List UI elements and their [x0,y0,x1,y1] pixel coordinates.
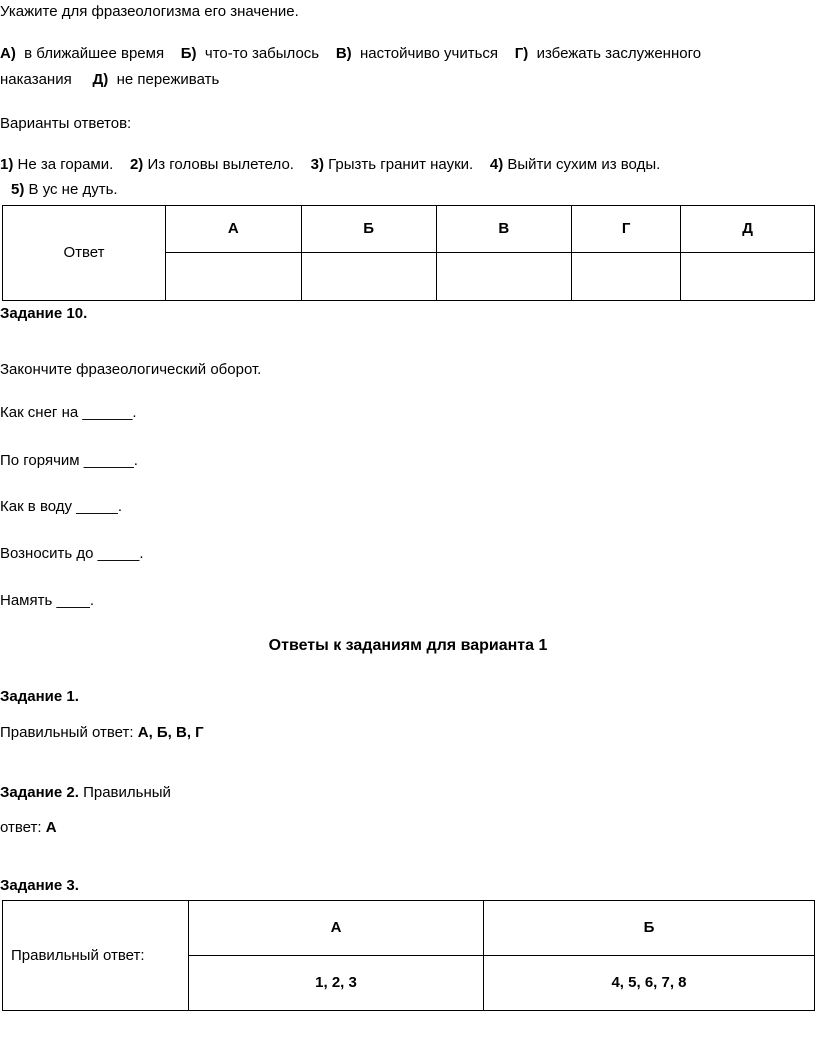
task3-col-a: А [189,901,484,956]
meaning-d-text: не переживать [116,71,220,88]
task3-answer-table [2,900,815,1011]
answer-cell-g[interactable] [572,253,681,301]
option-1-num: 1) [0,156,14,173]
answer-task1-label: Правильный ответ: [0,724,134,741]
task3-value-b: 4, 5, 6, 7, 8 [484,956,815,1011]
option-5-num: 5) [11,181,25,198]
task3-row-label: Правильный ответ: [3,901,189,1011]
option-1-text: Не за горами. [17,156,114,173]
task10-line-3: Как в воду _____. [0,498,123,515]
answer-task1-line [0,724,204,742]
meaning-v-text: настойчиво учиться [359,45,499,62]
answer-row-label: Ответ [3,206,166,301]
task3-value-a: 1, 2, 3 [189,956,484,1011]
answer-col-v: В [436,206,572,253]
answer-cell-a[interactable] [166,253,302,301]
task10-line-5: Намять ____. [0,592,94,609]
answer-cell-d[interactable] [681,253,815,301]
answer-task1-value: А, Б, В, Г [137,724,204,741]
task10-instruction: Закончите фразеологический оборот. [0,361,262,378]
task10-line-1: Как снег на ______. [0,404,137,421]
meaning-a-text: в ближайшее время [24,45,165,62]
meaning-b-letter: Б) [180,45,197,62]
answer-task3-title: Задание 3. [0,877,79,894]
option-3-text: Грызть гранит науки. [328,156,474,173]
answer-task2-label-b: ответ: [0,819,42,836]
meaning-g-text: избежать заслуженного [536,45,702,62]
task9-answer-table [2,205,815,301]
meaning-d-letter: Д) [92,71,109,88]
options-label: Варианты ответов: [0,115,132,132]
task10-line-4: Возносить до _____. [0,545,144,562]
meaning-b-text: что-то забылось [204,45,320,62]
option-4-num: 4) [489,156,504,173]
task3-col-b: Б [484,901,815,956]
answers-heading: Ответы к заданиям для варианта 1 [268,637,548,654]
meaning-g-letter: Г) [514,45,529,62]
task10-title: Задание 10. [0,305,88,322]
task9-instruction: Укажите для фразеологизма его значение. [0,3,299,20]
option-5-text: В ус не дуть. [28,181,118,198]
answer-task2-label-a: Правильный [83,784,171,801]
option-2-num: 2) [129,156,144,173]
answer-col-g: Г [572,206,681,253]
answer-task2-value: А [45,819,57,836]
answer-col-a: А [166,206,302,253]
answer-col-b: Б [301,206,436,253]
task9-options-line2 [11,181,118,199]
answer-cell-b[interactable] [301,253,436,301]
meaning-a-letter: А) [0,45,16,62]
answer-task2-line2 [0,819,57,837]
answer-cell-v[interactable] [436,253,572,301]
option-2-text: Из головы вылетело. [147,156,294,173]
answer-task2-line1 [0,784,171,802]
task9-meanings-line1 [0,45,701,63]
meaning-v-letter: В) [335,45,352,62]
answer-task1-title: Задание 1. [0,688,79,705]
option-4-text: Выйти сухим из воды. [507,156,661,173]
task9-options-line1 [0,156,660,174]
answer-col-d: Д [681,206,815,253]
meaning-g-text-cont: наказания [0,71,72,88]
task10-line-2: По горячим ______. [0,452,138,469]
answer-task2-title: Задание 2. [0,784,79,801]
task9-meanings-line2 [0,71,219,89]
option-3-num: 3) [310,156,324,173]
